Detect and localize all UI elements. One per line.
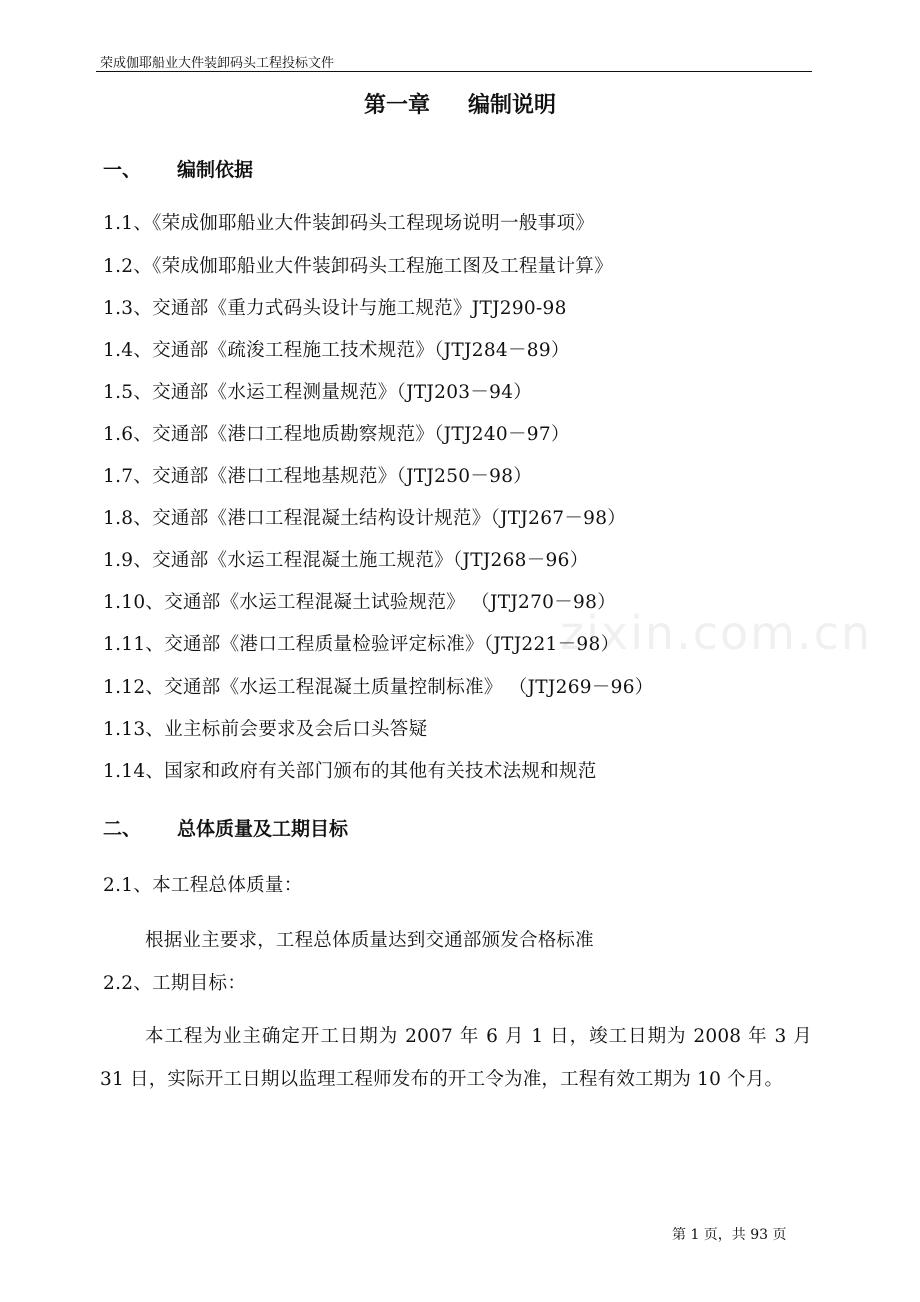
basis-item: 1.5、交通部《水运工程测量规范》（JTJ203－94） <box>103 382 533 403</box>
section-number: 二、 <box>103 818 142 840</box>
basis-item: 1.14、国家和政府有关部门颁布的其他有关技术法规和规范 <box>103 761 597 782</box>
basis-item: 1.11、交通部《港口工程质量检验评定标准》（JTJ221－98） <box>103 634 620 655</box>
schedule-paragraph: 本工程为业主确定开工日期为 2007 年 6 月 1 日，竣工日期为 2008 年 3 月 31 日，实际开工日期以监理工程师发布的开工令为准，工程有效工期为 10 个月。 <box>100 1026 812 1090</box>
header-divider <box>96 71 812 72</box>
watermark: zixin.com.cn <box>560 606 873 660</box>
basis-item: 1.6、交通部《港口工程地质勘察规范》（JTJ240－97） <box>103 424 570 445</box>
chapter-title <box>0 88 920 119</box>
schedule-item: 2.2、工期目标： <box>103 973 247 994</box>
chapter-number: 第一章 <box>363 93 430 118</box>
basis-item: 1.10、交通部《水运工程混凝土试验规范》 （JTJ270－98） <box>103 592 616 613</box>
basis-item: 1.1、《荣成伽耶船业大件装卸码头工程现场说明一般事项》 <box>103 213 595 234</box>
quality-paragraph: 根据业主要求，工程总体质量达到交通部颁发合格标准 <box>145 930 594 951</box>
section-number: 一、 <box>103 159 142 181</box>
section-title: 总体质量及工期目标 <box>177 818 349 840</box>
basis-item: 1.8、交通部《港口工程混凝土结构设计规范》（JTJ267－98） <box>103 508 627 529</box>
page-footer: 第 1 页，共 93 页 <box>672 1227 787 1243</box>
quality-item: 2.1、本工程总体质量： <box>103 875 303 896</box>
chapter-name: 编制说明 <box>468 93 557 118</box>
document-header: 荣成伽耶船业大件装卸码头工程投标文件 <box>100 56 335 71</box>
basis-item: 1.13、业主标前会要求及会后口头答疑 <box>103 719 428 740</box>
section-heading-2 <box>103 814 348 841</box>
section-heading-1 <box>103 155 253 182</box>
basis-item: 1.7、交通部《港口工程地基规范》（JTJ250－98） <box>103 466 533 487</box>
basis-item: 1.2、《荣成伽耶船业大件装卸码头工程施工图及工程量计算》 <box>103 256 613 277</box>
basis-item: 1.4、交通部《疏浚工程施工技术规范》（JTJ284－89） <box>103 340 570 361</box>
basis-item: 1.3、交通部《重力式码头设计与施工规范》JTJ290-98 <box>103 298 567 319</box>
basis-item: 1.9、交通部《水运工程混凝土施工规范》（JTJ268－96） <box>103 550 589 571</box>
basis-item: 1.12、交通部《水运工程混凝土质量控制标准》 （JTJ269－96） <box>103 677 654 698</box>
section-title: 编制依据 <box>177 159 254 181</box>
